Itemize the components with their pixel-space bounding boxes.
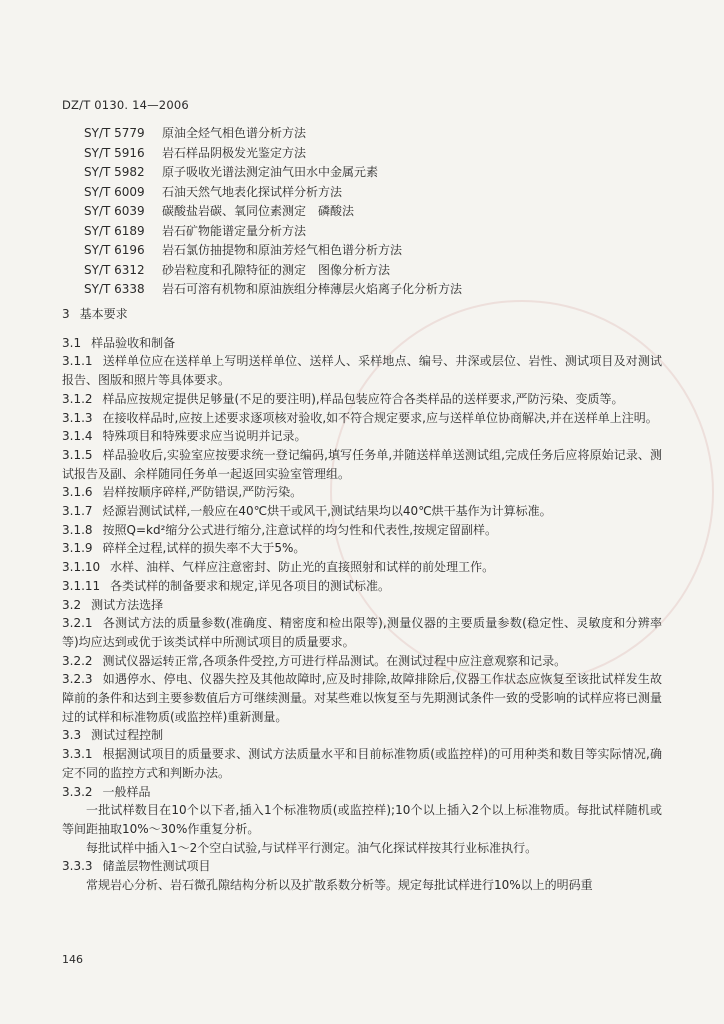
reference-item: SY/T 5916 岩石样品阴极发光鉴定方法 (84, 145, 307, 160)
reference-item: SY/T 6196 岩石氯仿抽提物和原油芳烃气相色谱分析方法 (84, 243, 403, 257)
clause-3-1-4: 3.1.4 特殊项目和特殊要求应当说明并记录。 (62, 429, 307, 444)
clause-3-1-8: 3.1.8 按照Q=kd²缩分公式进行缩分,注意试样的均匀性和代表性,按规定留副样。 (62, 522, 498, 537)
clause-3-3-3-heading: 3.3.3 储盖层物性测试项目 (62, 859, 211, 874)
section-3-3-heading: 3.3 测试过程控制 (62, 728, 164, 743)
clause-3-1-6: 3.1.6 岩样按顺序碎样,严防错误,严防污染。 (62, 485, 303, 500)
reference-item: SY/T 5779 原油全烃气相色谱分析方法 (84, 126, 307, 140)
clause-3-3-2-heading: 3.3.2 一般样品 (62, 784, 151, 799)
reference-item: SY/T 5982 原子吸收光谱法测定油气田水中金属元素 (84, 165, 379, 179)
clause-3-1-7: 3.1.7 烃源岩测试试样,一般应在40℃烘干或风干,测试结果均以40℃烘干基作为计算标准。 (62, 504, 552, 519)
clause-3-1-11: 3.1.11 各类试样的制备要求和规定,详见各项目的测试标准。 (62, 578, 390, 593)
reference-item: SY/T 6312 砂岩粒度和孔隙特征的测定 图像分析方法 (84, 262, 391, 277)
clause-3-1-5: 3.1.5 样品验收后,实验室应按要求统一登记编码,填写任务单,并随送样单送测试组,完成任务后应将原始记录、测试报告及副、余样随同任务单一起返回实验室管理组。 (62, 447, 662, 481)
page-number: 146 (62, 953, 83, 966)
clause-3-1-10: 3.1.10 水样、油样、气样应注意密封、防止光的直接照射和试样的前处理工作。 (62, 560, 495, 575)
clause-3-1-9: 3.1.9 碎样全过程,试样的损失率不大于5%。 (62, 541, 306, 556)
reference-item: SY/T 6338 岩石可溶有机物和原油族组分棒薄层火焰离子化分析方法 (84, 282, 463, 296)
document-id-header: DZ/T 0130. 14—2006 (62, 98, 189, 112)
clause-3-2-3: 3.2.3 如遇停水、停电、仪器失控及其他故障时,应及时排除,故障排除后,仪器工作状态应恢复至该批试样发生故障前的条件和达到主要参数值后方可继续测量。对某些难以恢复至与先期测试条件一致的受影响的试样应将已测量过的试样和标准物质(或监控样)重新测量。 (62, 672, 663, 724)
clause-3-2-2: 3.2.2 测试仪器运转正常,各项条件受控,方可进行样品测试。在测试过程中应注意观察和记录。 (62, 653, 567, 668)
paragraph-reservoir-tests: 常规岩心分析、岩石微孔隙结构分析以及扩散系数分析等。规定每批试样进行10%以上的明码重 (86, 878, 593, 893)
clause-3-1-3: 3.1.3 在接收样品时,应按上述要求逐项核对验收,如不符合规定要求,应与送样单位协商解决,并在送样单上注明。 (62, 410, 658, 425)
clause-3-2-1: 3.2.1 各测试方法的质量参数(准确度、精密度和检出限等),测量仪器的主要质量参数(稳定性、灵敏度和分辨率等)均应达到或优于该类试样中所测试项目的质量要求。 (62, 616, 662, 649)
clause-3-3-1: 3.3.1 根据测试项目的质量要求、测试方法质量水平和目前标准物质(或监控样)的可用种类和数目等实际情况,确定不同的监控方式和判断办法。 (62, 747, 662, 780)
reference-item: SY/T 6039 碳酸盐岩碳、氧同位素测定 磷酸法 (84, 204, 355, 218)
clause-3-1-2: 3.1.2 样品应按规定提供足够量(不足的要注明),样品包装应符合各类样品的送样要求,严防污染、变质等。 (62, 391, 624, 406)
document-body (62, 305, 662, 895)
normative-references-list (84, 124, 462, 300)
paragraph-general-samples-1: 一批试样数目在10个以下者,插入1个标准物质(或监控样);10个以上插入2个以上标准物质。每批试样随机或等间距抽取10%～30%作重复分析。 (62, 803, 662, 836)
section-3-heading: 3 基本要求 (62, 307, 128, 321)
section-3-2-heading: 3.2 测试方法选择 (62, 597, 164, 612)
paragraph-general-samples-2: 每批试样中插入1～2个空白试验,与试样平行测定。油气化探试样按其行业标准执行。 (86, 840, 538, 855)
clause-3-1-1: 3.1.1 送样单位应在送样单上写明送样单位、送样人、采样地点、编号、井深或层位、岩性、测试项目及对测试报告、图版和照片等具体要求。 (62, 354, 662, 388)
reference-item: SY/T 6009 石油天然气地表化探试样分析方法 (84, 184, 343, 199)
section-3-1-heading: 3.1 样品验收和制备 (62, 335, 176, 350)
reference-item: SY/T 6189 岩石矿物能谱定量分析方法 (84, 223, 307, 238)
